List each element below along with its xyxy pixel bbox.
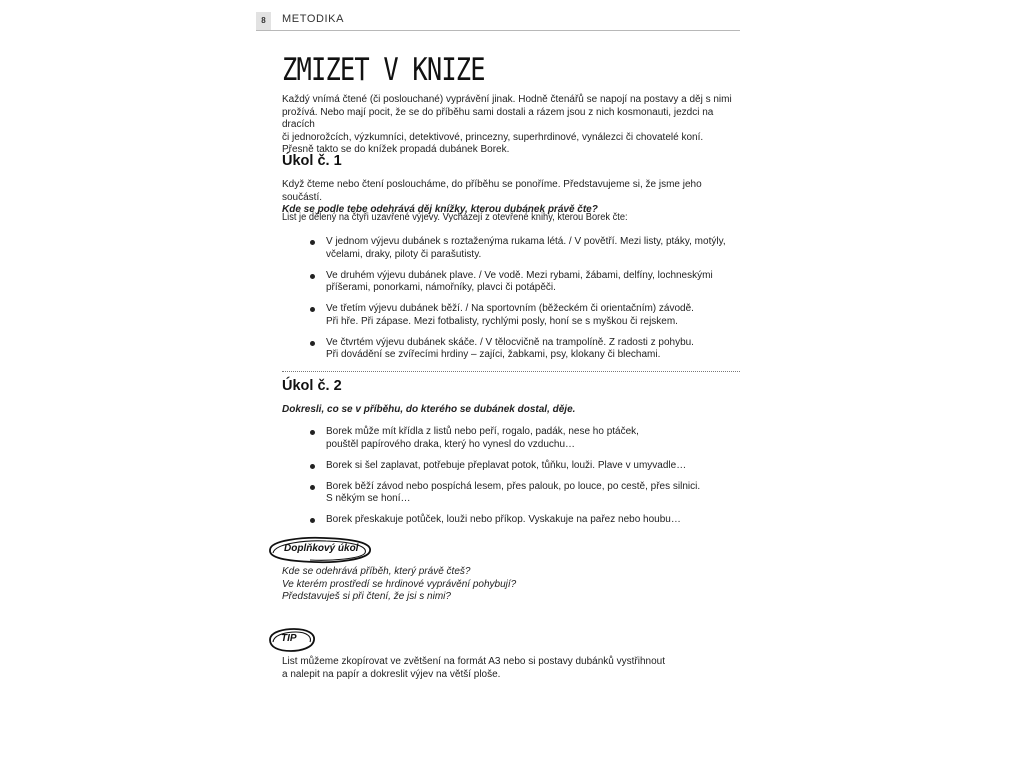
section-divider: [282, 371, 740, 372]
extra-task-questions: [282, 566, 516, 604]
tip-text: [282, 656, 742, 681]
task1-question: Kde se podle tebe odehrává děj knížky, kterou dubánek právě čte?: [282, 204, 598, 215]
tip-badge: [266, 626, 318, 654]
extra-task-badge: [264, 534, 376, 566]
task1-heading: Úkol č. 1: [282, 153, 342, 169]
task1-intro: [282, 179, 742, 217]
task2-heading: Úkol č. 2: [282, 378, 342, 394]
bullet-icon: [310, 274, 315, 279]
bullet-icon: [310, 464, 315, 469]
list-item: Ve druhém výjevu dubánek plave. / Ve vodě. Mezi rybami, žábami, delfíny, lochneskými příšerami, ponorkami, námořníky, plavci či potápěči.: [310, 270, 740, 295]
task1-description: [282, 212, 742, 225]
list-item: Ve čtvrtém výjevu dubánek skáče. / V tělocvičně na trampolíně. Z radosti z pohybu. Při dovádění se zvířecími hrdiny – zajíci, žabkami, psy, klokany či blechami.: [310, 337, 740, 362]
tip-line: a nalepit na papír a dokreslit výjev na větší ploše.: [282, 668, 501, 680]
task2-question: Dokresli, co se v příběhu, do kterého se dubánek dostal, děje.: [282, 404, 576, 415]
list-item: V jednom výjevu dubánek s roztaženýma rukama létá. / V povětří. Mezi listy, ptáky, motýly, včelami, draky, piloty či parašutisty.: [310, 236, 740, 261]
bullet-icon: [310, 485, 315, 490]
tip-label: TIP: [281, 633, 297, 644]
extra-task-label: Doplňkový úkol: [284, 543, 359, 554]
list-item: Borek může mít křídla z listů nebo peří, rogalo, padák, nese ho ptáček, pouštěl papírového draka, který ho vynesl do vzduchu…: [310, 426, 740, 451]
task1-desc-text: List je dělený na čtyři uzavřené výjevy. Vycházejí z otevřené knihy, kterou Borek čte:: [282, 212, 628, 223]
intro-line: Každý vnímá čtené (či poslouchané) vyprávění jinak. Hodně čtenářů se napojí na postavy a děj s nimi: [282, 94, 732, 105]
bullet-icon: [310, 518, 315, 523]
extra-line: Představuješ si při čtení, že jsi s nimi?: [282, 591, 451, 602]
page-number: 8: [256, 12, 271, 30]
tip-line: List můžeme zkopírovat ve zvětšení na formát A3 nebo si postavy dubánků vystřihnout: [282, 656, 665, 667]
extra-line: Kde se odehrává příběh, který právě čteš?: [282, 566, 471, 577]
bullet-icon: [310, 240, 315, 245]
list-item: Borek si šel zaplavat, potřebuje přeplavat potok, tůňku, louži. Plave v umyvadle…: [310, 460, 740, 473]
task2-list: [310, 426, 740, 535]
bullet-icon: [310, 341, 315, 346]
intro-line: prožívá. Nebo mají pocit, že se do příběhu sami dostali a rázem jsou z nich kosmonauti, jezdci na dracích: [282, 106, 714, 130]
intro-line: Přesně takto se do knížek propadá dubánek Borek.: [282, 144, 510, 155]
extra-line: Ve kterém prostředí se hrdinové vyprávění pohybují?: [282, 578, 517, 590]
section-name: METODIKA: [282, 13, 345, 25]
list-item: Ve třetím výjevu dubánek běží. / Na sportovním (běžeckém či orientačním) závodě. Při hře. Při zápase. Mezi fotbalisty, rychlými posly, honí se s myškou či rejskem.: [310, 303, 740, 328]
intro-line: či jednorožcích, výzkumníci, detektivové, princezny, superhrdinové, vynálezci či chovatelé koní.: [282, 131, 704, 143]
intro-paragraph: [282, 94, 742, 157]
page-title: ZMIZET V KNIZE: [282, 52, 485, 88]
task1-list: [310, 236, 740, 370]
task1-line: Když čteme nebo čtení posloucháme, do příběhu se ponoříme. Představujeme si, že jsme jeho součástí.: [282, 179, 702, 203]
bullet-icon: [310, 430, 315, 435]
list-item: Borek přeskakuje potůček, louži nebo příkop. Vyskakuje na pařez nebo houbu…: [310, 514, 740, 527]
bullet-icon: [310, 307, 315, 312]
list-item: Borek běží závod nebo pospíchá lesem, přes palouk, po louce, po cestě, přes silnici. S někým se honí…: [310, 481, 740, 506]
